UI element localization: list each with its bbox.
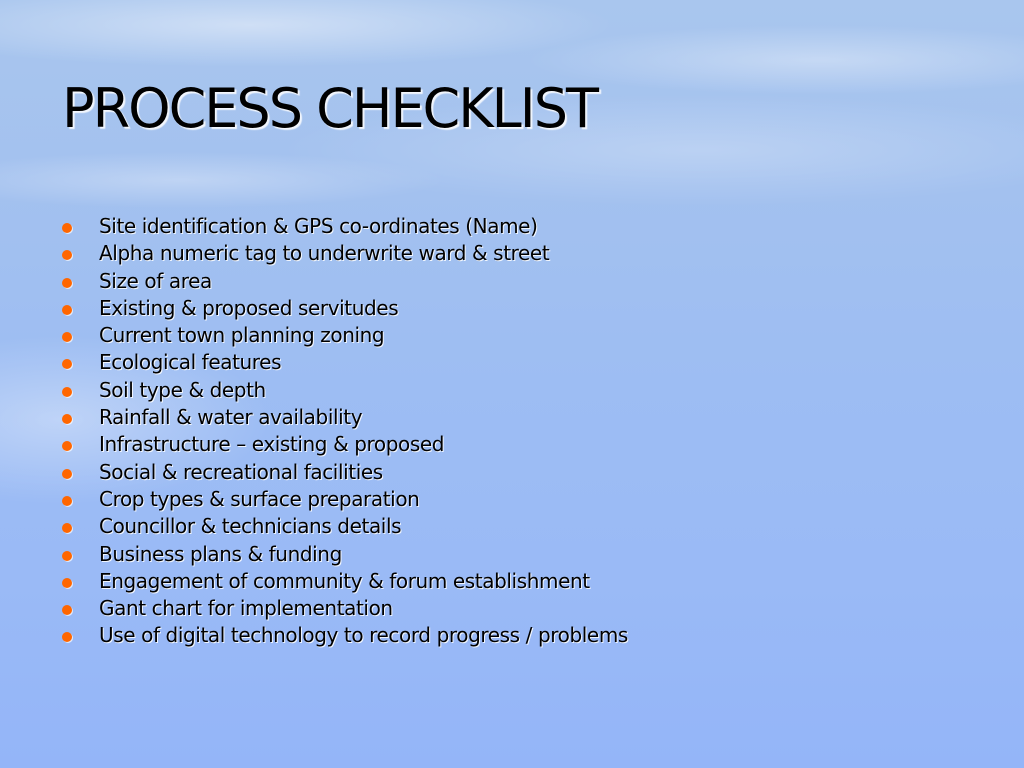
list-item-text: Crop types & surface preparation — [99, 486, 420, 511]
list-item-text: Councillor & technicians details — [99, 514, 402, 539]
bullet-dot-icon — [62, 578, 72, 588]
bullet-dot-icon — [62, 305, 72, 315]
bullet-dot-icon — [62, 551, 72, 561]
bullet-dot-icon — [62, 414, 72, 424]
bullet-dot-icon — [62, 523, 72, 533]
list-item-text: Engagement of community & forum establishment — [99, 568, 590, 593]
bullet-dot-icon — [62, 359, 72, 369]
list-item-text: Business plans & funding — [99, 541, 342, 566]
list-item-text: Rainfall & water availability — [99, 405, 363, 430]
list-item-text: Soil type & depth — [99, 377, 266, 402]
list-item-text: Size of area — [99, 268, 212, 293]
list-item-text: Infrastructure – existing & proposed — [99, 432, 445, 457]
list-item-text: Ecological features — [99, 350, 282, 375]
bullet-dot-icon — [62, 223, 72, 233]
bullet-dot-icon — [62, 387, 72, 397]
bullet-dot-icon — [62, 332, 72, 342]
list-item-text: Use of digital technology to record progress / problems — [99, 623, 628, 648]
bullet-dot-icon — [62, 632, 72, 642]
bullet-dot-icon — [62, 250, 72, 260]
list-item-text: Gant chart for implementation — [99, 596, 393, 621]
bullet-dot-icon — [62, 469, 72, 479]
bullet-dot-icon — [62, 278, 72, 288]
bullet-dot-icon — [62, 605, 72, 615]
list-item-text: Site identification & GPS co-ordinates (Name) — [99, 214, 538, 238]
bullet-dot-icon — [62, 441, 72, 451]
bullet-dot-icon — [62, 496, 72, 506]
slide-title: PROCESS CHECKLIST — [62, 77, 597, 140]
list-item-text: Alpha numeric tag to underwrite ward & street — [99, 241, 550, 266]
list-item-text: Existing & proposed servitudes — [99, 295, 399, 320]
list-item-text: Social & recreational facilities — [99, 459, 383, 484]
list-item-text: Current town planning zoning — [99, 323, 385, 348]
